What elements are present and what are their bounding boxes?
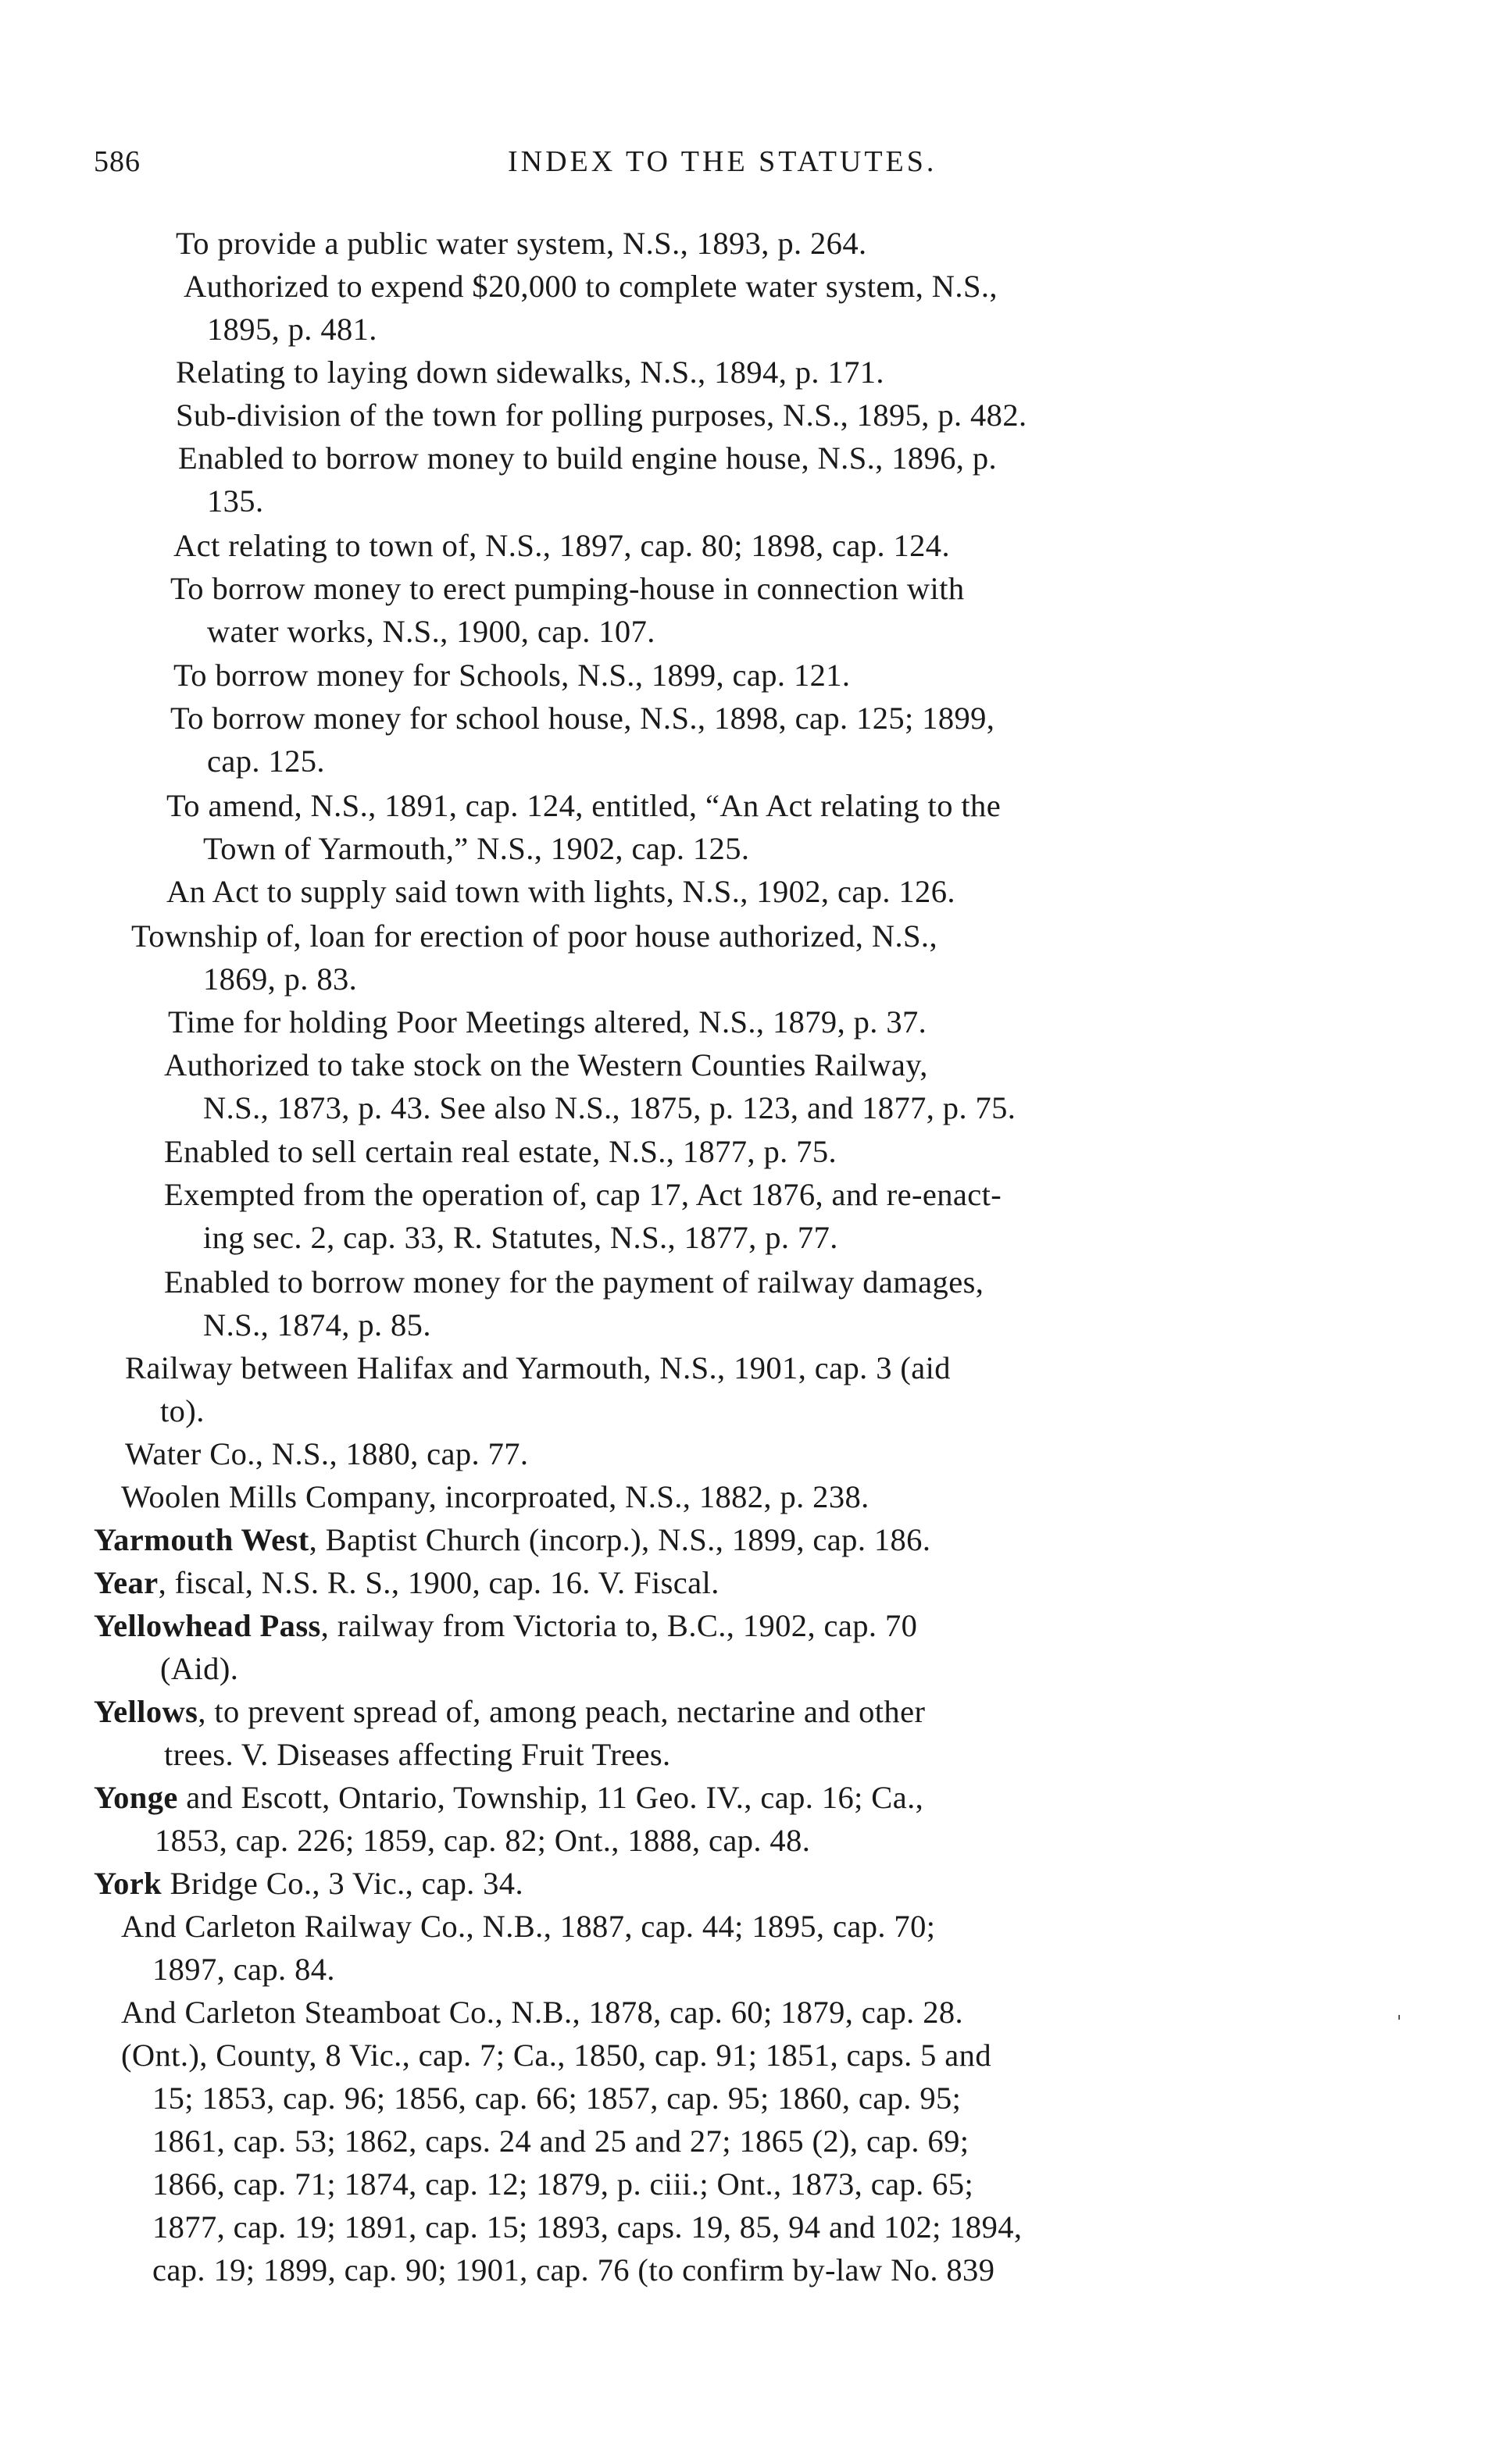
index-line: Act relating to town of, N.S., 1897, cap. 80; 1898, cap. 124.: [173, 528, 950, 563]
index-line: Yarmouth West, Baptist Church (incorp.), N.S., 1899, cap. 186.: [94, 1522, 931, 1557]
headword: Yarmouth West: [94, 1522, 309, 1557]
index-line: N.S., 1873, p. 43. See also N.S., 1875, p. 123, and 1877, p. 75.: [203, 1090, 1016, 1125]
index-line: N.S., 1874, p. 85.: [203, 1307, 431, 1343]
running-head: INDEX TO THE STATUTES.: [508, 145, 937, 178]
headword: Yellows: [94, 1694, 198, 1729]
index-line: And Carleton Steamboat Co., N.B., 1878, cap. 60; 1879, cap. 28.: [121, 1995, 964, 2030]
index-line: Time for holding Poor Meetings altered, N.S., 1879, p. 37.: [168, 1004, 927, 1039]
index-line: And Carleton Railway Co., N.B., 1887, cap. 44; 1895, cap. 70;: [121, 1909, 936, 1944]
index-line: 1853, cap. 226; 1859, cap. 82; Ont., 1888, cap. 48.: [155, 1823, 811, 1858]
page-number: 586: [94, 145, 141, 178]
index-line: trees. V. Diseases affecting Fruit Trees.: [164, 1737, 671, 1772]
index-line: Relating to laying down sidewalks, N.S., 1894, p. 171.: [176, 355, 884, 390]
index-line: 1866, cap. 71; 1874, cap. 12; 1879, p. ciii.; Ont., 1873, cap. 65;: [152, 2166, 974, 2202]
headword: Yellowhead Pass: [94, 1608, 321, 1643]
headword: Year: [94, 1565, 159, 1600]
index-line: to).: [160, 1393, 205, 1428]
index-line: Sub-division of the town for polling purposes, N.S., 1895, p. 482.: [176, 398, 1027, 433]
index-line: 1869, p. 83.: [203, 961, 358, 997]
index-line: Exempted from the operation of, cap 17, Act 1876, and re-enact-: [164, 1177, 1002, 1212]
index-line: York Bridge Co., 3 Vic., cap. 34.: [94, 1866, 523, 1901]
headword: Yonge: [94, 1780, 178, 1815]
index-line: ing sec. 2, cap. 33, R. Statutes, N.S., 1877, p. 77.: [203, 1220, 838, 1255]
index-line: To provide a public water system, N.S., 1893, p. 264.: [176, 226, 867, 261]
index-line: Town of Yarmouth,” N.S., 1902, cap. 125.: [203, 831, 750, 866]
index-line: Yellowhead Pass, railway from Victoria to, B.C., 1902, cap. 70: [94, 1608, 918, 1643]
index-line: An Act to supply said town with lights, N.S., 1902, cap. 126.: [166, 874, 955, 909]
index-line: (Aid).: [160, 1651, 239, 1686]
index-line: Year, fiscal, N.S. R. S., 1900, cap. 16. V. Fiscal.: [94, 1565, 720, 1600]
index-line: Enabled to sell certain real estate, N.S., 1877, p. 75.: [164, 1134, 837, 1169]
index-line: cap. 125.: [207, 743, 325, 779]
index-line: cap. 19; 1899, cap. 90; 1901, cap. 76 (to confirm by-law No. 839: [152, 2252, 995, 2287]
margin-speck: [1398, 2015, 1400, 2020]
index-line: water works, N.S., 1900, cap. 107.: [207, 614, 655, 649]
headword: York: [94, 1866, 162, 1901]
index-line: To borrow money to erect pumping-house in connection with: [170, 571, 965, 606]
index-line: Yonge and Escott, Ontario, Township, 11 Geo. IV., cap. 16; Ca.,: [94, 1780, 924, 1815]
index-line: 15; 1853, cap. 96; 1856, cap. 66; 1857, cap. 95; 1860, cap. 95;: [152, 2081, 962, 2116]
index-line: 1861, cap. 53; 1862, caps. 24 and 25 and 27; 1865 (2), cap. 69;: [152, 2123, 969, 2159]
index-line: Woolen Mills Company, incorproated, N.S., 1882, p. 238.: [121, 1479, 869, 1514]
index-line: To borrow money for Schools, N.S., 1899, cap. 121.: [173, 658, 851, 693]
index-line: To amend, N.S., 1891, cap. 124, entitled, “An Act relating to the: [166, 788, 1002, 823]
index-line: Enabled to borrow money to build engine house, N.S., 1896, p.: [178, 440, 998, 476]
index-line: (Ont.), County, 8 Vic., cap. 7; Ca., 1850, cap. 91; 1851, caps. 5 and: [121, 2038, 991, 2073]
index-line: 1895, p. 481.: [207, 312, 377, 347]
index-line: Township of, loan for erection of poor house authorized, N.S.,: [131, 918, 937, 954]
index-line: Enabled to borrow money for the payment of railway damages,: [164, 1264, 984, 1300]
index-line: Railway between Halifax and Yarmouth, N.S., 1901, cap. 3 (aid: [125, 1350, 951, 1385]
index-line: Authorized to expend $20,000 to complete water system, N.S.,: [184, 269, 998, 304]
index-line: 1897, cap. 84.: [152, 1952, 335, 1987]
index-line: To borrow money for school house, N.S., 1898, cap. 125; 1899,: [170, 701, 995, 736]
index-line: Authorized to take stock on the Western Counties Railway,: [164, 1047, 928, 1082]
index-line: 1877, cap. 19; 1891, cap. 15; 1893, caps. 19, 85, 94 and 102; 1894,: [152, 2209, 1023, 2245]
page-header: [94, 144, 1266, 191]
index-line: Yellows, to prevent spread of, among peach, nectarine and other: [94, 1694, 926, 1729]
index-line: Water Co., N.S., 1880, cap. 77.: [125, 1436, 529, 1471]
index-line: 135.: [207, 483, 264, 519]
